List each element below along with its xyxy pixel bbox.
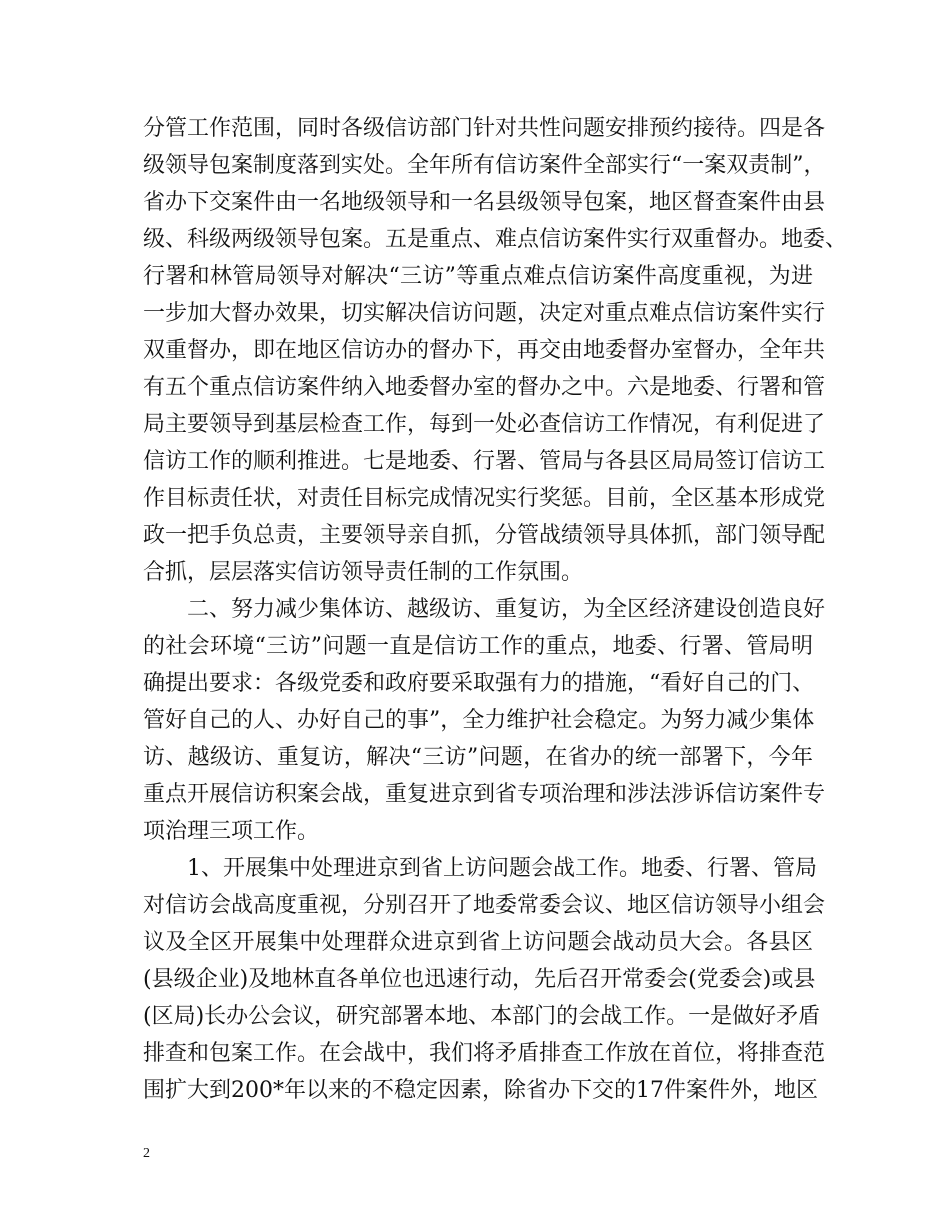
text-line: 省办下交案件由一名地级领导和一名县级领导包案，地区督查案件由县 — [143, 190, 826, 215]
page-number: 2 — [143, 1146, 150, 1161]
text-line: 行署和林管局领导对解决“三访”等重点难点信访案件高度重视，为进 — [143, 264, 813, 289]
text-line: 访、越级访、重复访，解决“三访”问题，在省办的统一部署下，今年 — [143, 745, 813, 770]
text-line: 局主要领导到基层检查工作，每到一处必查信访工作情况，有利促进了 — [143, 412, 826, 437]
text-line: 对信访会战高度重视，分别召开了地委常委会议、地区信访领导小组会 — [143, 893, 826, 918]
text-line: 排查和包案工作。在会战中，我们将矛盾排查工作放在首位，将排查范 — [143, 1041, 826, 1066]
text-line: (区局)长办公会议，研究部署本地、本部门的会战工作。一是做好矛盾 — [143, 1004, 821, 1029]
paragraph-1 — [143, 110, 848, 591]
text-line: 管好自己的人、办好自己的事”，全力维护社会稳定。为努力减少集体 — [143, 708, 815, 733]
text-line: 一步加大督办效果，切实解决信访问题，决定对重点难点信访案件实行 — [143, 301, 826, 326]
text-line: 级领导包案制度落到实处。全年所有信访案件全部实行“一案双责制”， — [143, 153, 826, 178]
text-line: 政一把手负总责，主要领导亲自抓，分管战绩领导具体抓，部门领导配 — [143, 523, 826, 548]
text-line: 议及全区开展集中处理群众进京到省上访问题会战动员大会。各县区 — [143, 930, 813, 955]
text-line: 级、科级两级领导包案。五是重点、难点信访案件实行双重督办。地委、 — [143, 227, 848, 252]
text-line: 1、开展集中处理进京到省上访问题会战工作。地委、行署、管局 — [143, 856, 817, 881]
text-line: 信访工作的顺利推进。七是地委、行署、管局与各县区局局签订信访工 — [143, 449, 826, 474]
text-line: (县级企业)及地林直各单位也迅速行动，先后召开常委会(党委会)或县 — [143, 967, 816, 992]
text-line: 合抓，层层落实信访领导责任制的工作氛围。 — [143, 560, 584, 585]
paragraph-3 — [143, 850, 826, 1109]
text-line: 双重督办，即在地区信访办的督办下，再交由地委督办室督办，全年共 — [143, 338, 826, 363]
paragraph-2 — [143, 591, 826, 850]
text-line: 项治理三项工作。 — [143, 819, 320, 844]
text-line: 的社会环境“三访”问题一直是信访工作的重点，地委、行署、管局明 — [143, 634, 813, 659]
text-line: 确提出要求：各级党委和政府要采取强有力的措施，“看好自己的门、 — [143, 671, 815, 696]
text-line: 重点开展信访积案会战，重复进京到省专项治理和涉法涉诉信访案件专 — [143, 782, 826, 807]
text-line: 二、努力减少集体访、越级访、重复访，为全区经济建设创造良好 — [143, 597, 826, 622]
text-line: 作目标责任状，对责任目标完成情况实行奖惩。目前，全区基本形成党 — [143, 486, 826, 511]
text-line: 围扩大到200*年以来的不稳定因素，除省办下交的17件案件外，地区 — [143, 1078, 818, 1103]
text-line: 分管工作范围，同时各级信访部门针对共性问题安排预约接待。四是各 — [143, 116, 826, 141]
body-text — [143, 110, 848, 1109]
text-line: 有五个重点信访案件纳入地委督办室的督办之中。六是地委、行署和管 — [143, 375, 826, 400]
